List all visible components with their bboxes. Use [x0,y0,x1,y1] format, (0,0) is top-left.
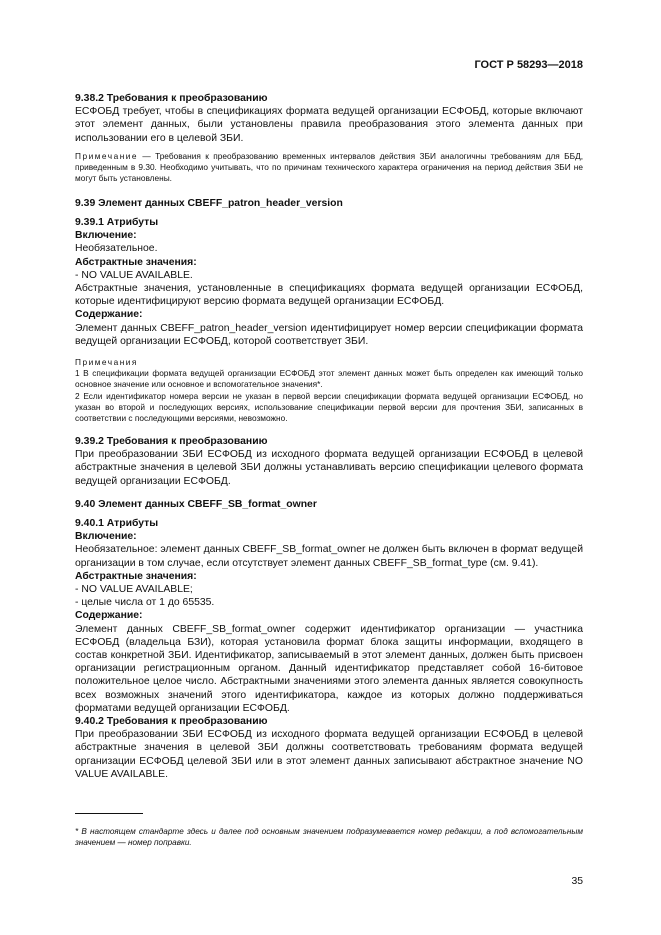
abstract-values-item: - NO VALUE AVAILABLE; [75,584,193,596]
content-text: Элемент данных CBEFF_patron_header_version идентифицирует номер версии спецификации формата ведущей организации ЕСФОБД, которой соответствует ЗБИ. [75,322,583,347]
content-label: Содержание: [75,309,143,321]
notes-9-39-1 [75,357,583,424]
paragraph-9-38-2: ЕСФОБД требует, чтобы в спецификациях формата ведущей организации ЕСФОБД, которые включают этот элемент данных, были установлены правила преобразования этого элемента данных при использовании его в целевой ЗБИ. [75,106,583,144]
section-9-40-1 [75,517,583,781]
abstract-values-item: - целые числа от 1 до 65535. [75,597,215,609]
note-9-38-2 [75,151,583,185]
inclusion-label: Включение: [75,531,137,543]
section-9-39 [75,197,583,210]
section-9-39-2 [75,435,583,488]
heading-9-40-2: 9.40.2 Требования к преобразованию [75,716,268,728]
abstract-values-item: - NO VALUE AVAILABLE. [75,269,193,281]
heading-9-40: 9.40 Элемент данных CBEFF_SB_format_owner [75,499,317,510]
paragraph-9-40-2: При преобразовании ЗБИ ЕСФОБД из исходного формата ведущей организации ЕСФОБД в целевой абстрактные значения в целевой ЗБИ должны соответствовать требованиям формата ведущей организации ЕСФОБД целевой ЗБИ или в этот элемент данных записывают абстрактное значение NO VALUE AVAILABLE. [75,729,583,780]
note-text: — Требования к преобразованию временных интервалов действия ЗБИ аналогичны требованиям для ББД, приведенным в 9.30. Необходимо учитывать, что по причинам технического характера ограничения на период действия ЗБИ не могут быть установлены. [75,151,583,184]
page-number: 35 [571,876,583,887]
heading-9-39-1: 9.39.1 Атрибуты [75,217,159,228]
notes-label: Примечания [75,357,138,367]
footnote [75,818,583,856]
note-1: 1 В спецификации формата ведущей организации ЕСФОБД этот элемент данных может быть определен как имеющий только основное значение или основное и вспомогательное значения*. [75,368,583,390]
abstract-values-text: Абстрактные значения, установленные в спецификациях формата ведущей организации ЕСФОБД, которые идентифицируют версию формата ведущей организации ЕСФОБД. [75,283,583,308]
heading-9-39: 9.39 Элемент данных CBEFF_patron_header_version [75,198,343,209]
paragraph-9-39-2: При преобразовании ЗБИ ЕСФОБД из исходного формата ведущей организации ЕСФОБД в целевой абстрактные значения в целевой ЗБИ должны устанавливать версию спецификации целевого формата ведущей организации ЕСФОБД. [75,449,583,487]
content-label: Содержание: [75,610,143,622]
section-9-38-2 [75,92,583,145]
inclusion-value: Необязательное. [75,243,158,255]
inclusion-label: Включение: [75,230,137,242]
abstract-values-label: Абстрактные значения: [75,570,197,582]
note-label: Примечание [75,151,139,161]
footnote-rule [75,813,143,814]
heading-9-40-1: 9.40.1 Атрибуты [75,518,159,529]
heading-9-38-2: 9.38.2 Требования к преобразованию [75,93,268,104]
content-text: Элемент данных CBEFF_SB_format_owner содержит идентификатор организации — участника ЕСФОБД (владельца БЗИ), которая установила формат блока защиты информации, входящего в состав конкретной ЗБИ. Идентификатор, записываемый в этот элемент данных, должен быть присвоен организации регистрационным органом. Данный идентификатор представляет собой 16-битовое положительное целое число. Абстрактными значениями этого элемента данных является совокупность всех возможных значений этого идентификатора, каждое из которых должно поддерживаться форматами ведущей организации ЕСФОБД. [75,623,583,714]
heading-9-39-2: 9.39.2 Требования к преобразованию [75,436,268,447]
inclusion-value: Необязательное: элемент данных CBEFF_SB_format_owner не должен быть включен в формат ведущей организации в том случае, если отсутствует элемент данных CBEFF_SB_format_type (см. 9.41). [75,544,583,569]
section-9-40 [75,498,583,511]
footnote-text: * В настоящем стандарте здесь и далее под основным значением подразумевается номер редакции, а под вспомогательным значением — номер поправки. [75,827,583,848]
note-2: 2 Если идентификатор номера версии не указан в первой версии спецификации формата ведущей организации ЕСФОБД, но указан во второй и последующих версиях, использование спецификации первой версии для прочтения ЗБИ, записанных в соответствии с последующими версиями, невозможно. [75,390,583,424]
document-code: ГОСТ Р 58293—2018 [474,59,583,71]
abstract-values-label: Абстрактные значения: [75,256,197,268]
section-9-39-1 [75,216,583,348]
